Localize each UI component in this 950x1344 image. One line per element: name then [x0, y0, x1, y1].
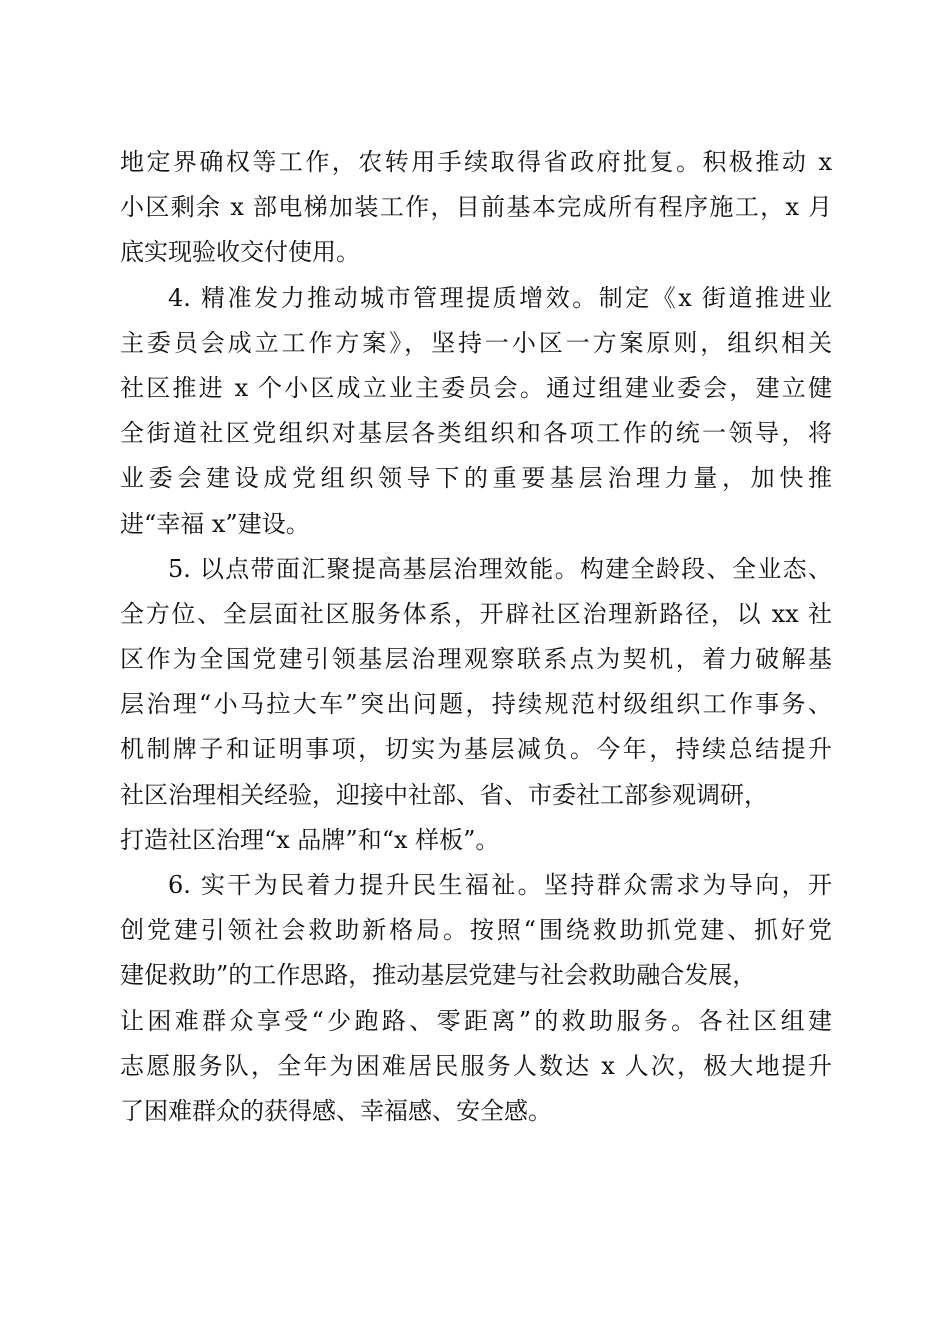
text-line: 社区治理相关经验，迎接中社部、省、市委社工部参观调研， [120, 780, 768, 809]
text-line: 进“幸福 x”建设。 [120, 509, 310, 538]
text-line: 层治理“小马拉大车”突出问题，持续规范村级组织工作事务、 [120, 690, 832, 719]
paragraph-heading-5: 5. 以点带面汇聚提高基层治理效能。构建全龄段、全业态、 [168, 554, 832, 583]
text-line: 全方位、全层面社区服务体系，开辟社区治理新路径，以 xx 社 [120, 599, 832, 628]
text-line: 区作为全国党建引领基层治理观察联系点为契机，着力破解基 [120, 645, 832, 674]
text-line: 业委会建设成党组织领导下的重要基层治理力量，加快推 [120, 464, 832, 493]
text-line: 创党建引领社会救助新格局。按照“围绕救助抓党建、抓好党 [120, 916, 832, 945]
text-line: 建促救助”的工作思路，推动基层党建与社会救助融合发展， [120, 961, 757, 990]
text-line: 社区推进 x 个小区成立业主委员会。通过组建业委会，建立健 [120, 373, 832, 402]
text-line: 了困难群众的获得感、幸福感、安全感。 [120, 1096, 552, 1125]
text-line: 机制牌子和证明事项，切实为基层减负。今年，持续总结提升 [120, 735, 832, 764]
text-line: 底实现验收交付使用。 [120, 238, 360, 267]
paragraph-heading-4: 4. 精准发力推动城市管理提质增效。制定《x 街道推进业 [168, 283, 832, 312]
text-line: 志愿服务队，全年为困难居民服务人数达 x 人次，极大地提升 [120, 1051, 832, 1080]
text-line: 全街道社区党组织对基层各类组织和各项工作的统一领导，将 [120, 419, 832, 448]
text-line: 主委员会成立工作方案》，坚持一小区一方案原则，组织相关 [120, 328, 832, 357]
paragraph-heading-6: 6. 实干为民着力提升民生福祉。坚持群众需求为导向，开 [168, 871, 832, 899]
text-line: 打造社区治理“x 品牌”和“x 样板”。 [120, 825, 500, 854]
text-line: 让困难群众享受“少跑路、零距离”的救助服务。各社区组建 [120, 1006, 832, 1035]
text-line: 地定界确权等工作，农转用手续取得省政府批复。积极推动 x [120, 148, 832, 176]
text-line: 小区剩余 x 部电梯加装工作，目前基本完成所有程序施工，x 月 [120, 193, 832, 222]
body-text [120, 140, 832, 1134]
